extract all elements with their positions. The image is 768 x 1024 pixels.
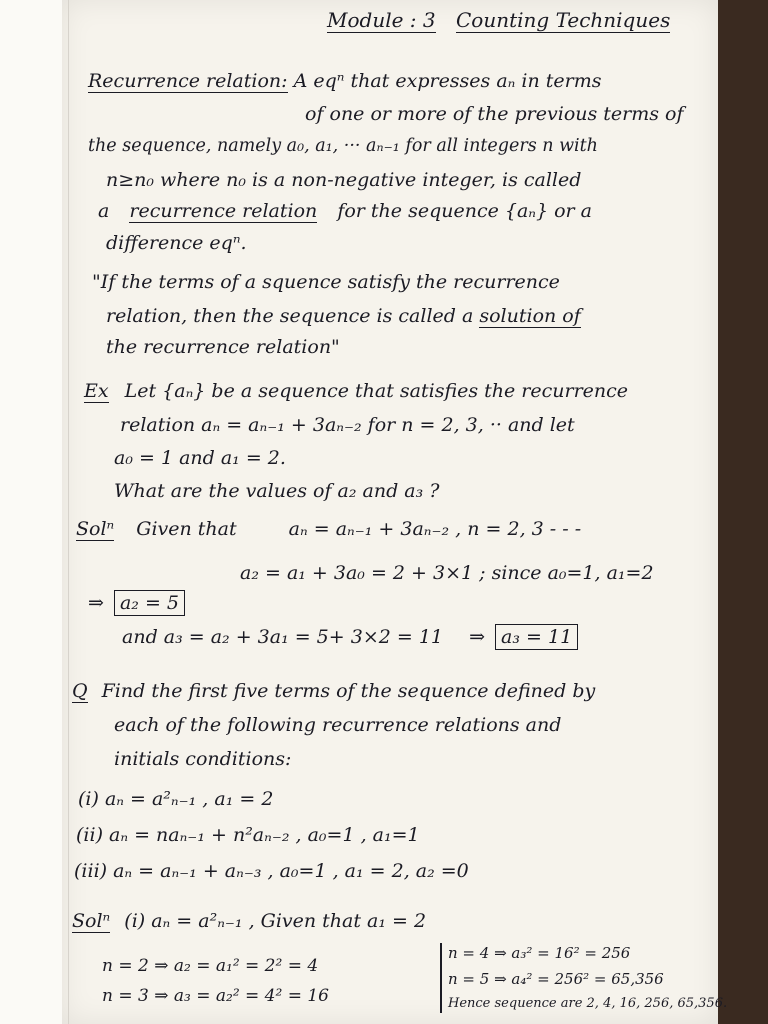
definition-line-6: difference eqⁿ.: [106, 232, 247, 254]
question-item-1: (i) aₙ = a²ₙ₋₁ , a₁ = 2: [78, 788, 274, 810]
solution1-line-3: ⇒ a₂ = 5: [88, 592, 185, 614]
solution2-right-1: n = 4 ⇒ a₃² = 16² = 256: [448, 944, 631, 962]
example-line-4: What are the values of a₂ and a₃ ?: [114, 480, 440, 502]
question-line-3: initials conditions:: [114, 748, 292, 770]
question-line-1: Q Find the first five terms of the sequence defined by: [72, 680, 596, 702]
example-line-3: a₀ = 1 and a₁ = 2.: [114, 447, 286, 469]
definition-line-2: of one or more of the previous terms of: [305, 103, 684, 125]
definition-term: Recurrence relation:: [88, 70, 288, 92]
solution1-label: Solⁿ: [76, 518, 115, 540]
topic-title: Counting Techniques: [455, 8, 671, 32]
solution-def-line-2: relation, then the sequence is called a solution of: [106, 305, 581, 327]
solution-def-line-3: the recurrence relation": [106, 336, 340, 358]
definition-line-5: a recurrence relation for the sequence {aₙ} or a: [98, 200, 593, 222]
solution1-line-1: Solⁿ Given that aₙ = aₙ₋₁ + 3aₙ₋₂ , n = 2, 3 - - -: [76, 518, 582, 540]
solution1-line-4: and a₃ = a₂ + 3a₁ = 5+ 3×2 = 11 ⇒ a₃ = 11: [122, 626, 578, 648]
example-line-2: relation aₙ = aₙ₋₁ + 3aₙ₋₂ for n = 2, 3, ·· and let: [120, 414, 575, 436]
solution2-right-2: n = 5 ⇒ a₄² = 256² = 65,356: [448, 970, 664, 988]
solution2-left-2: n = 3 ⇒ a₃ = a₂² = 4² = 16: [102, 986, 330, 1006]
solution-of-term: solution of: [479, 305, 581, 327]
recurrence-relation-term: recurrence relation: [129, 200, 318, 222]
module-label: Module : 3: [327, 8, 436, 32]
divider-line: [440, 943, 442, 1013]
margin-line: [68, 0, 69, 1024]
solution2-right-3: Hence sequence are 2, 4, 16, 256, 65,356.: [448, 996, 728, 1011]
notebook-page: [62, 0, 728, 1024]
example-line-1: Ex Let {aₙ} be a sequence that satisfies the recurrence: [84, 380, 629, 402]
definition-line-4: n≥n₀ where n₀ is a non-negative integer, is called: [106, 169, 582, 191]
question-item-3: (iii) aₙ = aₙ₋₁ + aₙ₋₃ , a₀=1 , a₁ = 2, a₂ =0: [74, 860, 469, 882]
question-label: Q: [72, 680, 88, 702]
definition-line-1: Recurrence relation: A eqⁿ that expresses aₙ in terms: [88, 70, 602, 92]
solution1-line-2: a₂ = a₁ + 3a₀ = 2 + 3×1 ; since a₀=1, a₁=2: [240, 562, 654, 584]
answer-box-a2: a₂ = 5: [114, 590, 185, 616]
question-item-2: (ii) aₙ = naₙ₋₁ + n²aₙ₋₂ , a₀=1 , a₁=1: [76, 824, 420, 846]
solution2-left-1: n = 2 ⇒ a₂ = a₁² = 2² = 4: [102, 956, 319, 976]
solution-def-line-1: "If the terms of a squence satisfy the recurrence: [92, 271, 560, 293]
solution2-line-1: Solⁿ (i) aₙ = a²ₙ₋₁ , Given that a₁ = 2: [72, 910, 427, 932]
page-title: [327, 8, 684, 32]
question-line-2: each of the following recurrence relations and: [114, 714, 562, 736]
definition-line-3: the sequence, namely a₀, a₁, ··· aₙ₋₁ for all integers n with: [88, 136, 598, 156]
answer-box-a3: a₃ = 11: [495, 624, 578, 650]
example-label: Ex: [84, 380, 109, 402]
solution2-label: Solⁿ: [72, 910, 111, 932]
